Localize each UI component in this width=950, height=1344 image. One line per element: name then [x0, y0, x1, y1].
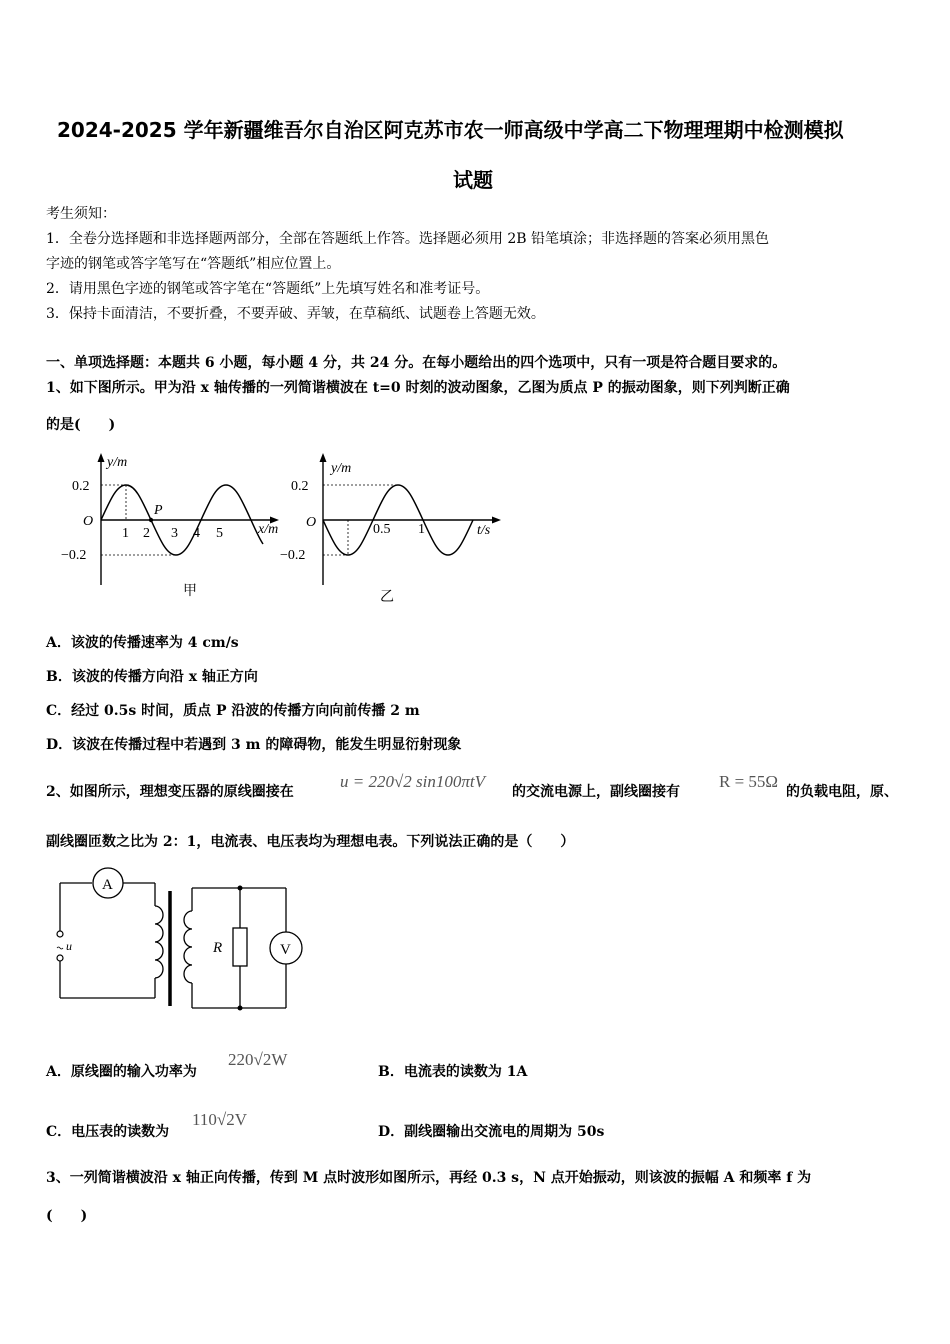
q2-stem-part1: 2、如图所示，理想变压器的原线圈接在	[46, 784, 294, 800]
x-tick-1: 1	[418, 522, 425, 537]
y-tick-neg: −0.2	[61, 548, 87, 563]
resistor	[233, 928, 247, 966]
section-heading: 一、单项选择题：本题共 6 小题，每小题 4 分，共 24 分。在每小题给出的四个选项中，只有一项是符合题目要求的。	[46, 355, 787, 371]
q2-stem-cont: 副线圈匝数之比为 2：1，电流表、电压表均为理想电表。下列说法正确的是（ ）	[46, 834, 575, 850]
q1-stem-cont: 的是( )	[46, 417, 116, 433]
y-axis-arrow	[320, 453, 327, 462]
q2-option-a-formula: 220√2W	[228, 1050, 288, 1069]
q2-option-c-formula: 110√2V	[192, 1110, 247, 1129]
y-tick-pos: 0.2	[291, 479, 309, 494]
x-tick-0-5: 0.5	[373, 522, 391, 537]
origin-label: O	[306, 515, 317, 530]
x-axis-label: t/s	[477, 523, 491, 538]
q2-option-a: A．原线圈的输入功率为	[46, 1064, 197, 1080]
terminal-bottom	[57, 955, 63, 961]
notice-item-1-cont: 字迹的钢笔或答字笔写在“答题纸”相应位置上。	[46, 256, 341, 272]
page-title-line2: 试题	[453, 168, 493, 192]
notice-item-2: 2．请用黑色字迹的钢笔或答字笔在“答题纸”上先填写姓名和准考证号。	[46, 281, 490, 297]
q2-option-d: D．副线圈输出交流电的周期为 50s	[378, 1124, 605, 1140]
x-tick-3: 3	[171, 526, 178, 541]
transformer-circuit	[50, 866, 310, 1016]
q1-option-d: D．该波在传播过程中若遇到 3 m 的障碍物，能发生明显衍射现象	[46, 737, 462, 753]
resistor-label: R	[213, 940, 223, 956]
y-tick-neg: −0.2	[280, 548, 306, 563]
point-p-label: P	[154, 503, 163, 518]
y-axis-label: y/m	[107, 455, 128, 470]
q2-option-b: B．电流表的读数为 1A	[378, 1064, 528, 1080]
graph-yi-caption: 乙	[380, 589, 394, 605]
notice-heading: 考生须知：	[46, 206, 116, 222]
q3-stem: 3、一列简谐横波沿 x 轴正向传播，传到 M 点时波形如图所示，再经 0.3 s，N 点开始振动，则该波的振幅 A 和频率 f 为	[46, 1170, 812, 1186]
wave-graph-jia	[55, 448, 285, 608]
y-axis-label: y/m	[331, 461, 352, 476]
ac-symbol	[57, 947, 63, 949]
x-tick-5: 5	[216, 526, 223, 541]
q1-option-a: A．该波的传播速率为 4 cm/s	[46, 635, 239, 651]
ammeter-label: A	[102, 877, 113, 893]
graph-jia-caption: 甲	[183, 583, 197, 599]
x-tick-2: 2	[143, 526, 150, 541]
q1-stem: 1、如下图所示。甲为沿 x 轴传播的一列简谐横波在 t=0 时刻的波动图象，乙图为质点 P 的振动图象，则下列判断正确	[46, 380, 790, 396]
q1-option-b: B．该波的传播方向沿 x 轴正方向	[46, 669, 258, 685]
x-tick-1: 1	[122, 526, 129, 541]
q2-formula-u: u = 220√2 sin100πtV	[340, 772, 486, 791]
q3-stem-cont: ( )	[46, 1208, 88, 1224]
voltmeter-label: V	[280, 942, 291, 958]
q2-option-c: C．电压表的读数为	[46, 1124, 170, 1140]
point-p	[149, 518, 153, 522]
x-tick-4: 4	[193, 526, 200, 541]
secondary-coil	[184, 911, 192, 983]
q1-option-c: C．经过 0.5s 时间，质点 P 沿波的传播方向向前传播 2 m	[46, 703, 420, 719]
q2-stem-part3: 的负载电阻，原、	[786, 784, 898, 800]
vibration-graph-yi	[275, 448, 510, 608]
q2-stem-part2: 的交流电源上，副线圈接有	[512, 784, 680, 800]
page-title: 2024-2025 学年新疆维吾尔自治区阿克苏市农一师高级中学高二下物理理期中检测模拟	[57, 118, 844, 142]
x-axis-arrow	[492, 517, 501, 524]
source-label: u	[66, 939, 72, 953]
y-tick-pos: 0.2	[72, 479, 90, 494]
notice-item-1: 1．全卷分选择题和非选择题两部分，全部在答题纸上作答。选择题必须用 2B 铅笔填涂；非选择题的答案必须用黑色	[46, 231, 769, 247]
primary-coil	[155, 906, 163, 978]
y-axis-arrow	[98, 453, 105, 462]
terminal-top	[57, 931, 63, 937]
x-axis-label: x/m	[258, 522, 279, 537]
origin-label: O	[83, 514, 94, 529]
notice-item-3: 3．保持卡面清洁，不要折叠，不要弄破、弄皱，在草稿纸、试题卷上答题无效。	[46, 306, 545, 322]
q2-formula-r: R = 55Ω	[719, 772, 779, 791]
